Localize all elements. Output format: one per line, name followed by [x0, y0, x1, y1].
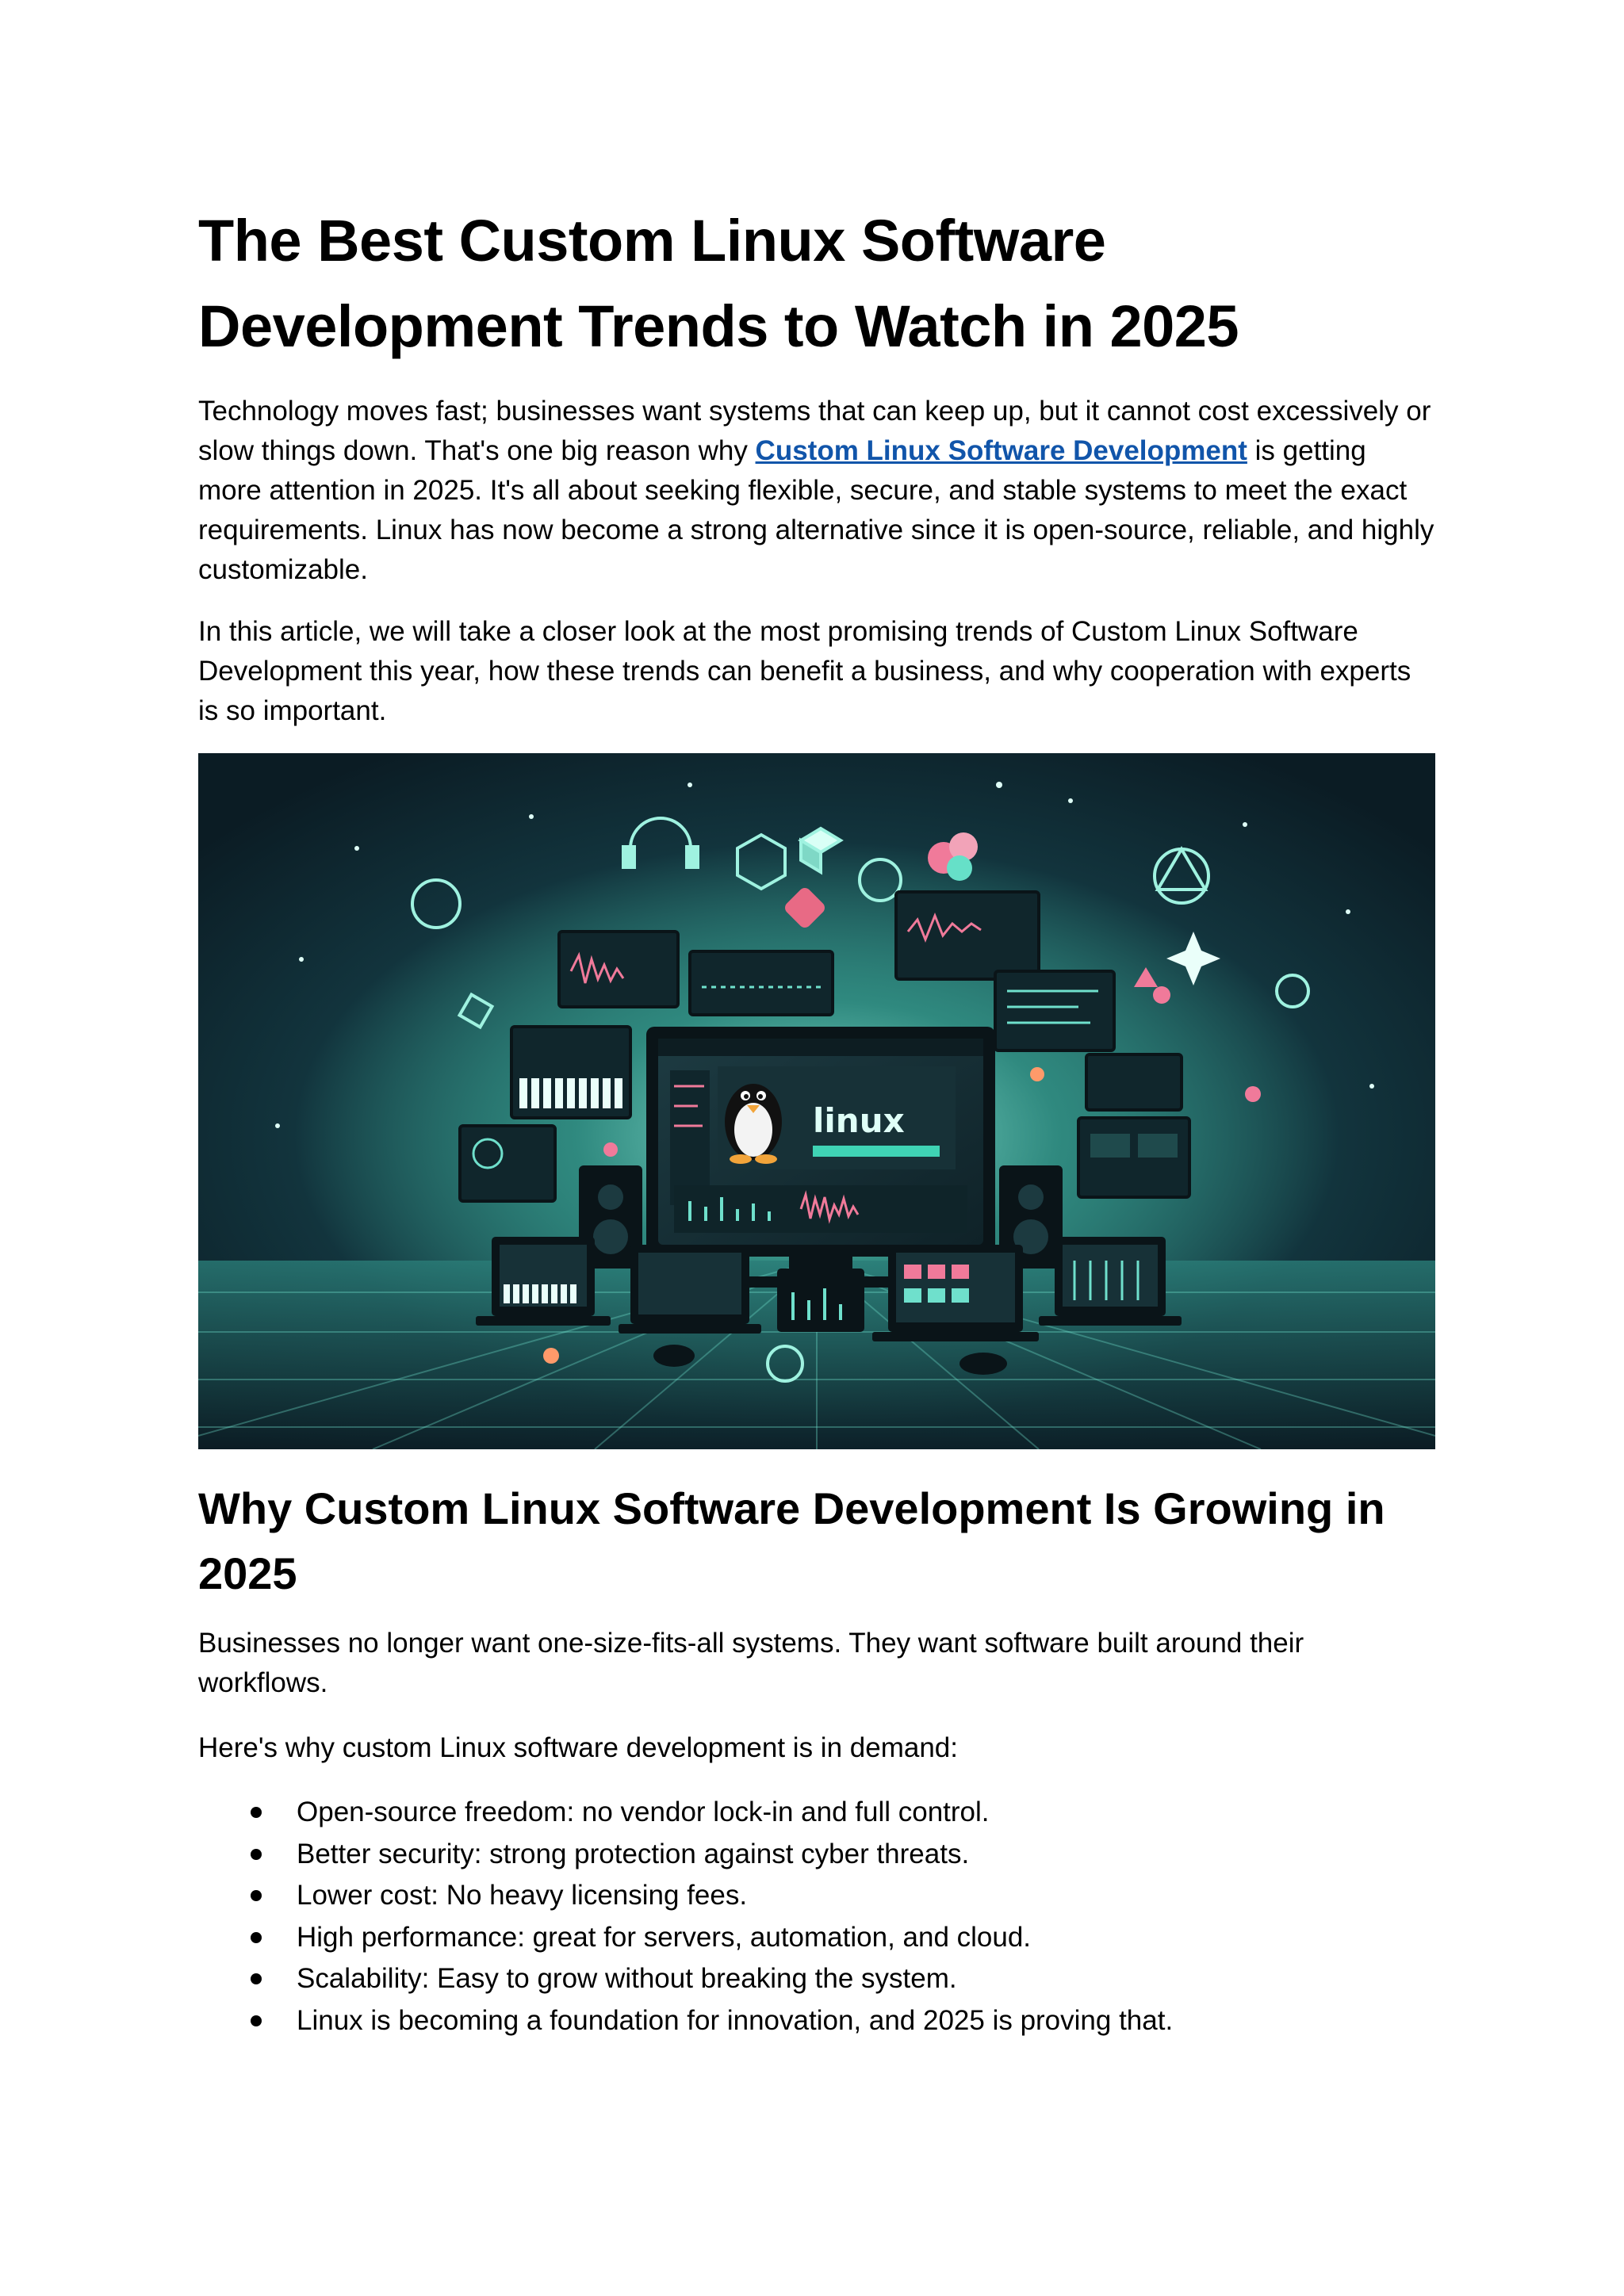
list-item-text: Lower cost: No heavy licensing fees. — [297, 1880, 748, 1911]
list-item — [198, 1834, 1435, 1876]
list-item — [198, 1792, 1435, 1834]
list-intro: Here's why custom Linux software development is in demand: — [198, 1732, 958, 1763]
list-item-text: High performance: great for servers, automation, and cloud. — [297, 1921, 1032, 1953]
article-title: The Best Custom Linux Software Development Trends to Watch in 2025 — [198, 208, 1239, 359]
bullet-icon — [251, 1890, 262, 1901]
bullet-icon — [251, 1973, 262, 1984]
list-item — [198, 1917, 1435, 1959]
hero-illustration — [198, 753, 1435, 1449]
intro-paragraph — [198, 392, 1435, 590]
section-paragraph: Businesses no longer want one-size-fits-all systems. They want software built around their workflows. — [198, 1628, 1304, 1698]
list-item — [198, 1958, 1435, 2000]
article — [198, 198, 1435, 2042]
list-item — [198, 2000, 1435, 2042]
section-heading: Why Custom Linux Software Development Is Growing in 2025 — [198, 1483, 1385, 1598]
list-item-text: Linux is becoming a foundation for innovation, and 2025 is proving that. — [297, 2004, 1174, 2036]
monitor-screen-text: linux — [813, 1101, 905, 1140]
bullet-icon — [251, 1932, 262, 1943]
list-item-text: Better security: strong protection against cyber threats. — [297, 1838, 970, 1869]
overview-paragraph: In this article, we will take a closer look at the most promising trends of Custom Linux Software Development this year, how these trends can benefit a business, and why cooperation with experts is so important. — [198, 616, 1411, 726]
list-item-text: Open-source freedom: no vendor lock-in and full control. — [297, 1797, 990, 1827]
custom-linux-link[interactable]: Custom Linux Software Development — [755, 435, 1247, 466]
list-item-text: Scalability: Easy to grow without breaking the system. — [297, 1963, 957, 1994]
intro-text-before-link: Technology moves fast; businesses want systems that can keep up, but it cannot cost excessively or slow things down. That's one big reason why — [198, 396, 1431, 466]
list-item — [198, 1875, 1435, 1917]
bullet-icon — [251, 1807, 262, 1818]
bullet-icon — [251, 1849, 262, 1860]
reasons-list — [198, 1792, 1435, 2042]
bullet-icon — [251, 2015, 262, 2026]
intro-text-after-link: is getting more attention in 2025. It's all about seeking flexible, secure, and stable systems to meet the exact requirements. Linux has now become a strong alternative since it is open-source, reliable, and highly customizable. — [198, 435, 1434, 585]
